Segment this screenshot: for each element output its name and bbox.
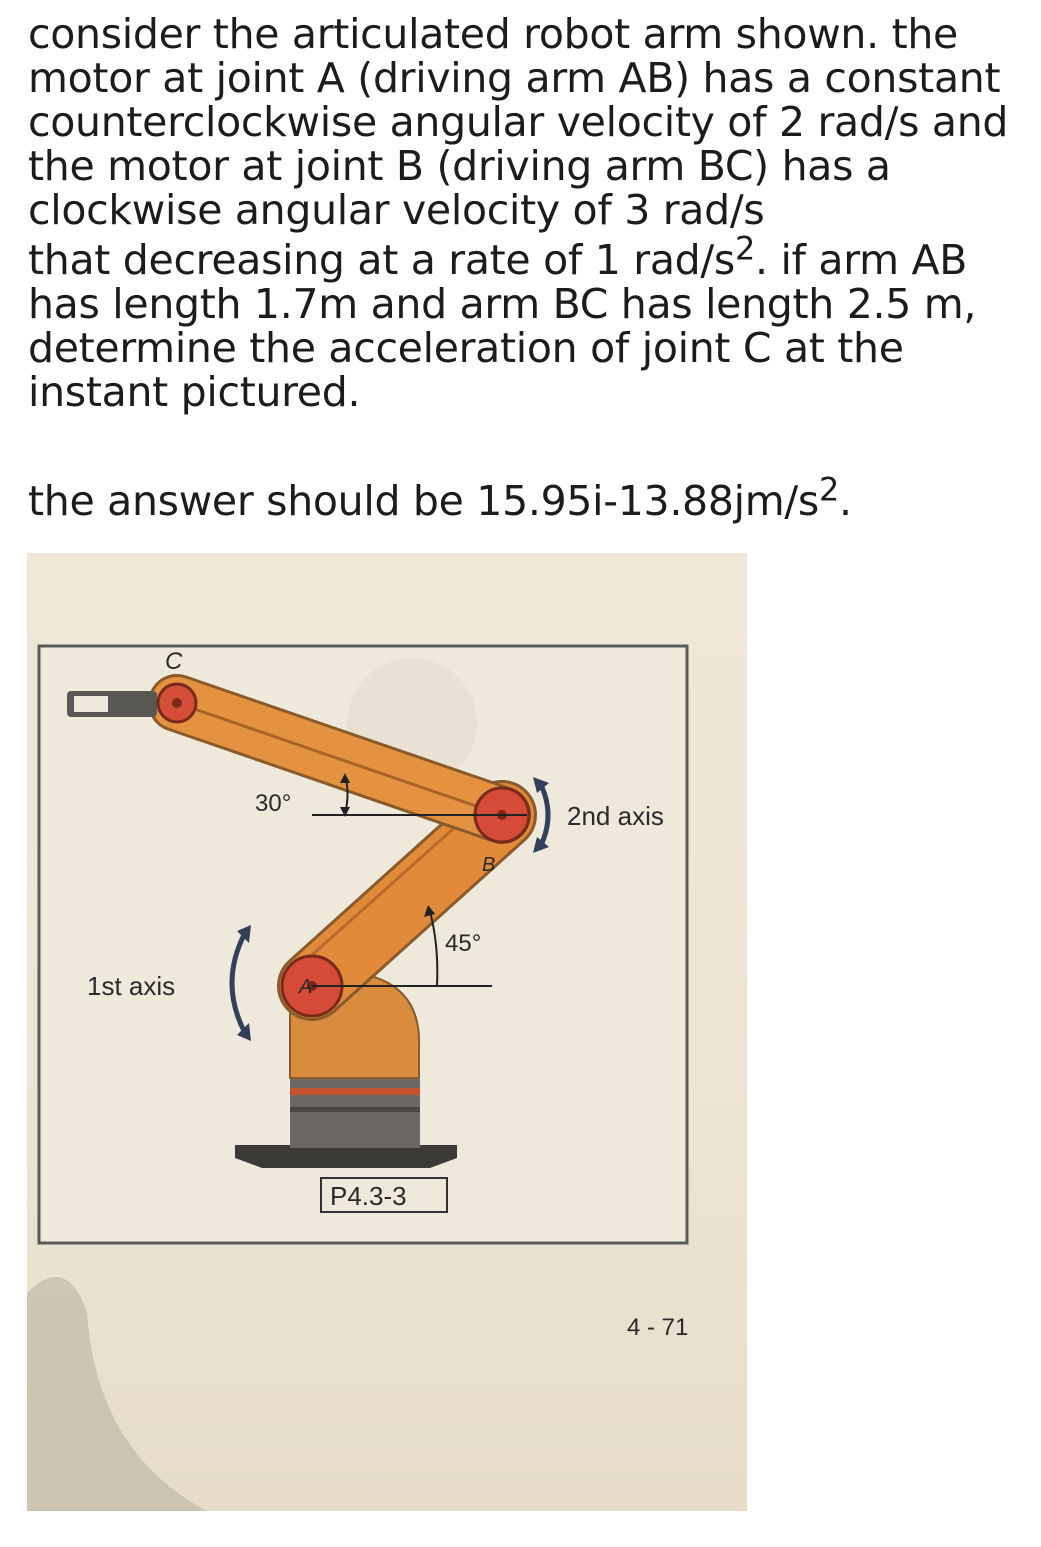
- angle-30-label: 30°: [255, 790, 292, 817]
- question-paragraph-1: consider the articulated robot arm shown. the motor at joint A (driving arm AB) has a constant counterclockwise angular velocity of 2 rad/s and the motor at joint B (driving arm BC) has a clockwise angular velocity of 3 rad/s: [28, 10, 1009, 234]
- question-text: [28, 12, 1028, 414]
- axis2-label: 2nd axis: [567, 801, 664, 831]
- question-paragraph-2: that decreasing at a rate of 1 rad/$s^2$. if arm AB has length 1.7m and arm BC has length 2.5 m, determine the acceleration of joint C at the instant pictured.: [28, 229, 977, 416]
- label-c: C: [165, 648, 183, 675]
- robot-arm-figure-photo: [27, 553, 747, 1511]
- angle-45-label: 45°: [445, 930, 482, 957]
- figure-id-label: P4.3-3: [330, 1181, 407, 1211]
- robot-arm-diagram: [27, 553, 747, 1511]
- gripper-slot: [74, 696, 108, 712]
- axis1-label: 1st axis: [87, 971, 176, 1001]
- robot-base-plate: [235, 1145, 457, 1168]
- label-a: A: [299, 976, 313, 998]
- label-b: B: [482, 854, 496, 876]
- base-stripe: [290, 1107, 420, 1112]
- joint-c-pin: [172, 698, 182, 708]
- base-stripe: [290, 1088, 420, 1095]
- answer-text: the answer should be $15.95i-13.88jm/s^2$.: [28, 470, 852, 525]
- shadow: [27, 1277, 207, 1511]
- page-number: 4 - 71: [627, 1314, 689, 1341]
